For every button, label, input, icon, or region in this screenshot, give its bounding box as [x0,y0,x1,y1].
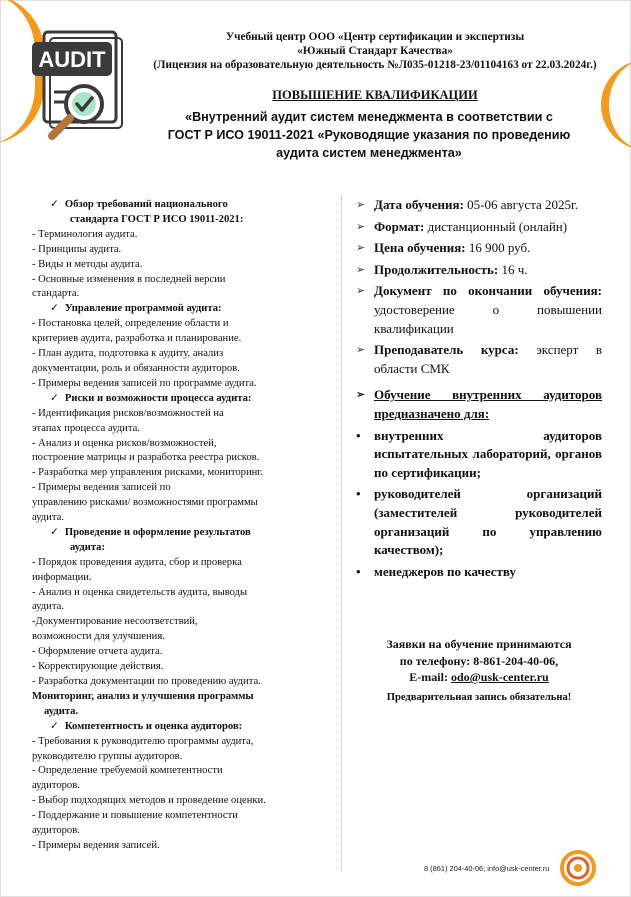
list-item: - Оформление отчета аудита. [32,646,163,658]
list-item: - Корректирующие действия. [32,661,164,673]
audience-title: ➢ Обучение внутренних аудиторов предназначено для: [356,387,602,421]
list-item: аудита. [32,512,64,524]
arrow-icon: ➢ [356,199,366,211]
list-item: - Анализ и оценка рисков/возможностей, [32,437,217,449]
preregistration-note: Предварительная запись обязательна! [386,692,572,703]
list-item: аудита. [32,601,64,613]
detail-duration: ➢ Продолжительность: 16 ч. [356,261,602,280]
list-item: - План аудита, подготовка к аудиту, анализ [32,348,224,360]
logo-text: AUDIT [38,47,106,72]
list-item: - Разработка документации по проведению аудита. [32,676,261,687]
detail-date: ➢ Дата обучения: 05-06 августа 2025г. [356,196,602,215]
list-item: этапах процесса аудита. [32,422,140,434]
audience-item: • руководителей организаций (заместителей руководителей организаций по управлению качеством); [356,486,602,558]
program-section [32,302,332,391]
checkmark-icon: ✓ [50,720,59,732]
company-logo-icon [560,850,596,886]
arrow-icon: ➢ [356,263,366,276]
arrow-icon: ➢ [356,285,366,298]
list-item: - Разработка мер управления рисками, мониторинг. [32,467,264,479]
course-title-line2: ГОСТ Р ИСО 19011-2021 «Руководящие указания по проведению [167,128,571,142]
detail-price: ➢ Цена обучения: 16 900 руб. [356,239,602,258]
list-item: -Документирование несоответствий, [32,616,198,628]
list-item: - Терминология аудита. [32,228,138,240]
list-item: - Основные изменения в последней версии [32,273,226,285]
program-section [32,526,332,720]
checkmark-icon: ✓ [50,199,59,210]
org-name-line2: «Южный Стандарт Качества» [297,45,453,57]
bullet-icon: • [356,563,361,579]
list-item: - Постановка целей, определение области и [32,318,229,330]
section-title: ✓ Управление программой аудита: [50,303,222,315]
email-link[interactable]: odo@usk-center.ru [450,670,549,684]
list-item-bold: аудита. [44,705,79,717]
list-item: - Определение требуемой компетентности [32,765,223,777]
application-info [356,636,602,686]
list-item: возможности для улучшения. [32,631,165,643]
details-column [356,196,602,584]
course-title-line3: аудита систем менеджмента» [276,146,462,160]
footer-contact: 8 (861) 204-40-06; info@usk-center.ru [424,864,550,873]
page-heading: ПОВЫШЕНИЕ КВАЛИФИКАЦИИ [272,88,478,102]
course-title-line1: «Внутренний аудит систем менеджмента в соответствии с [185,110,553,124]
audience-item: • менеджеров по качеству [356,563,602,582]
list-item: - Идентификация рисков/возможностей на [32,407,224,419]
list-item-bold: Мониторинг, анализ и улучшения программы [32,690,254,702]
list-item: руководителю группы аудиторов. [32,750,183,762]
list-item: - Анализ и оценка свидетельств аудита, выводы [32,586,248,598]
list-item: управлению рисками/ возможностями программы [32,497,258,509]
list-item: построение матрицы и разработка реестра рисков. [32,452,260,464]
arrow-icon: ➢ [356,344,366,357]
bullet-icon: • [356,486,361,502]
course-title [130,108,608,162]
list-item: стандарта. [32,288,80,300]
org-name-line1: Учебный центр ООО «Центр сертификации и экспертизы [225,31,525,43]
organization-info [140,30,610,72]
program-section [32,392,332,526]
list-item: документации, роль и обязанности аудиторов. [32,362,240,374]
license-line: (Лицензия на образовательную деятельность №Л035-01218-23/01104163 от 22.03.2024г.) [153,59,597,71]
section-title: ✓ Проведение и оформление результатов аудита: [50,526,251,553]
list-item: аудиторов. [32,780,80,792]
list-item: аудиторов. [32,825,80,837]
program-section [32,720,332,854]
list-item: критериев аудита, разработка и планирование. [32,333,242,345]
program-section [32,198,332,302]
list-item: - Виды и методы аудита. [32,258,143,270]
section-title: ✓ Обзор требований национального стандарта ГОСТ Р ИСО 19011-2021: [50,199,244,225]
checkmark-icon: ✓ [50,526,59,538]
checkmark-icon: ✓ [50,392,59,404]
list-item: информации. [32,571,92,583]
list-item: - Поддержание и повышение компетентности [32,810,238,822]
detail-document: ➢ Документ по окончании обучения: удостоверение о повышении квалификации [356,283,602,336]
detail-format: ➢ Формат: дистанционный (онлайн) [356,218,602,237]
arrow-icon: ➢ [356,242,366,255]
arrow-icon: ➢ [356,220,366,233]
footer-email-link[interactable]: info@usk-center.ru [487,864,550,873]
program-column [32,198,332,854]
section-title: ✓ Компетентность и оценка аудиторов: [50,720,243,732]
detail-teacher: ➢ Преподаватель курса: эксперт в области СМК [356,342,603,376]
apply-line1: Заявки на обучение принимаются [386,637,572,651]
list-item: - Порядок проведения аудита, сбор и проверка [32,556,242,568]
apply-email-line: E-mail: odo@usk-center.ru [409,670,549,684]
list-item: - Выбор подходящих методов и проведение оценки. [32,795,266,807]
column-divider [341,196,342,872]
section-title: ✓ Риски и возможности процесса аудита: [50,392,252,404]
checkmark-icon: ✓ [50,303,59,315]
list-item: - Примеры ведения записей по программе аудита. [32,377,257,389]
list-item: - Примеры ведения записей по [32,482,171,494]
list-item: - Требования к руководителю программы аудита, [32,735,254,747]
arrow-icon: ➢ [356,389,366,402]
apply-line2: по телефону: 8-861-204-40-06, [399,653,559,668]
audit-magnifier-checkmark-icon [22,22,132,142]
list-item: - Примеры ведения записей. [32,839,160,851]
list-item: - Принципы аудита. [32,243,122,255]
bullet-icon: • [356,427,361,443]
audience-item: • внутренних аудиторов испытательных лабораторий, органов по сертификации; [356,427,602,480]
